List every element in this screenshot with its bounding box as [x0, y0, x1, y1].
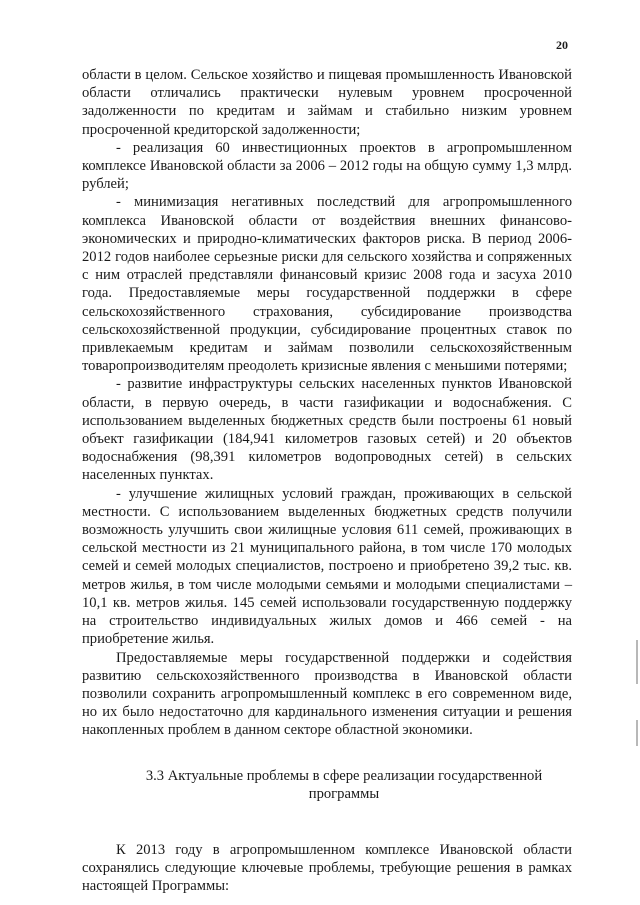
scan-edge-mark [636, 720, 638, 746]
section-heading-line1: 3.3 Актуальные проблемы в сфере реализации государственной [145, 767, 543, 784]
scan-edge-mark [636, 640, 638, 684]
paragraph-key-problems: К 2013 году в агропромышленном комплексе Ивановской области сохранялись следующие ключевые проблемы, требующие решения в рамках настоящей Программы: [82, 841, 572, 895]
page-number: 20 [556, 38, 568, 52]
list-item-risk-minimization: - минимизация негативных последствий для агропромышленного комплекса Ивановской области от воздействия внешних финансово-экономических и природно-климатических факторов риска. В период 2006-2012 годов наиболее серьезные риски для сельского хозяйства и сопряженных с ним отраслей представляли финансовый кризис 2008 года и засуха 2010 года. Предоставляемые меры государственной поддержки в сфере сельскохозяйственного страхования, субсидирование производства сельскохозяйственной продукции, субсидирование процентных ставок по привлекаемым кредитам и займам позволили сельскохозяйственным товаропроизводителям преодолеть кризисные явления с меньшими потерями; [82, 194, 572, 375]
list-item-housing: - улучшение жилищных условий граждан, проживающих в сельской местности. С использованием выделенных бюджетных средств получили возможность улучшить свои жилищные условия 611 семей, проживающих в сельской местности из 21 муниципального района, в том числе 170 молодых семей и семей молодых специалистов, построено и приобретено 39,2 тыс. кв. метров жилья, в том числе молодыми семьями и молодыми специалистами – 10,1 кв. метров жилья. 145 семей использовали государственную поддержку на строительство индивидуальных жилых домов и 466 семей - на приобретение жилья. [82, 485, 572, 648]
section-heading [82, 767, 572, 803]
section-heading-line2: программы [308, 785, 380, 802]
list-item-investment-projects: - реализация 60 инвестиционных проектов в агропромышленном комплексе Ивановской области за 2006 – 2012 годы на общую сумму 1,3 млрд. рублей; [82, 139, 572, 193]
paragraph-summary: Предоставляемые меры государственной поддержки и содействия развитию сельскохозяйственного производства в Ивановской области позволили сохранить агропромышленный комплекс в его современном виде, но их было недостаточно для кардинального изменения ситуации и решения накопленных проблем в данном секторе областной экономики. [82, 649, 572, 739]
body-text [82, 66, 572, 896]
paragraph-continuation: области в целом. Сельское хозяйство и пищевая промышленность Ивановской области отличались практически нулевым уровнем просроченной задолженности по кредитам и займам и стабильно низким уровнем просроченной кредиторской задолженности; [82, 67, 572, 138]
list-item-infrastructure: - развитие инфраструктуры сельских населенных пунктов Ивановской области, в первую очередь, в части газификации и водоснабжения. С использованием выделенных бюджетных средств были построены 61 новый объект газификации (184,941 километров газовых сетей) и 20 объектов водоснабжения (98,391 километров водопроводных сетей) в сельских населенных пунктах. [82, 376, 572, 484]
